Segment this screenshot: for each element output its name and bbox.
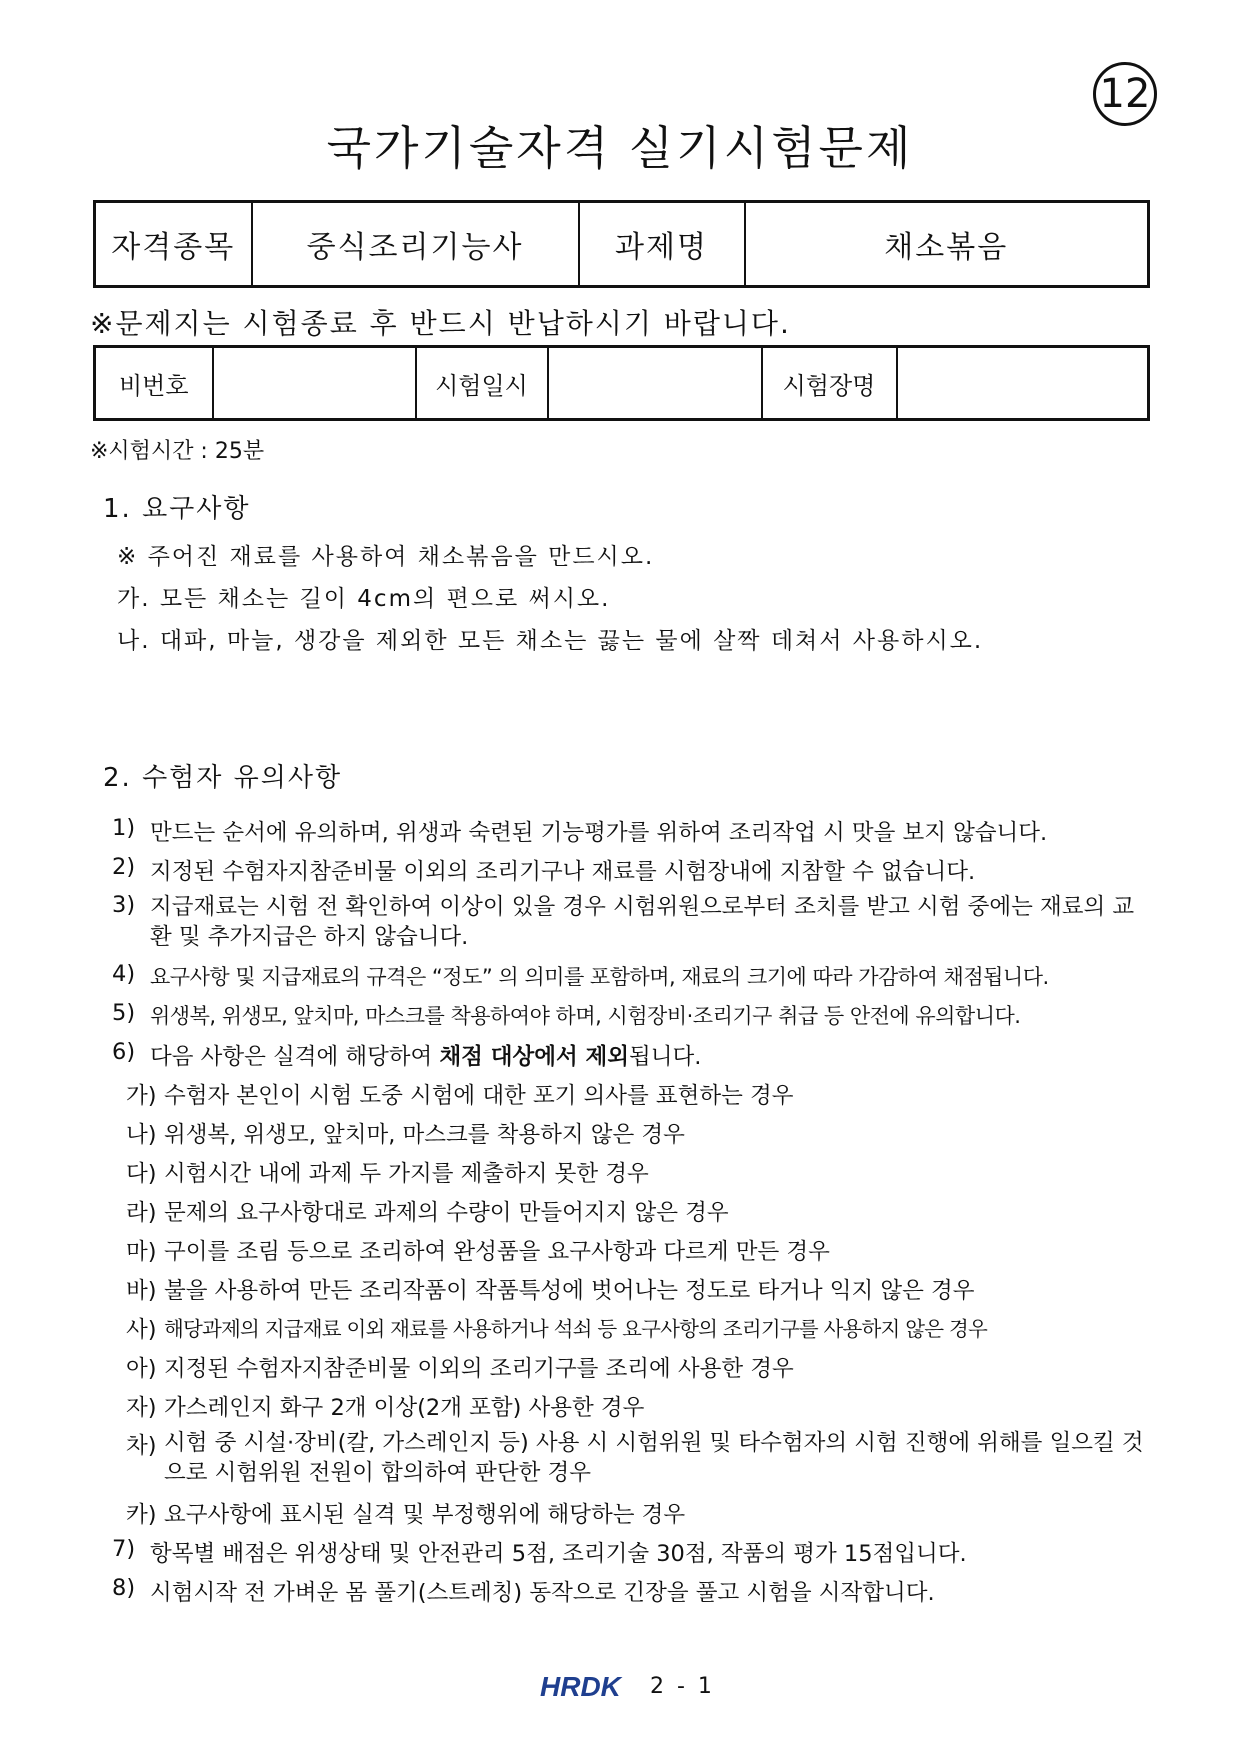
caution-item [112, 1000, 1186, 1030]
item-number: 사) [126, 1317, 157, 1343]
item-number: 다) [126, 1161, 157, 1187]
item-text: 구이를 조림 등으로 조리하여 완성품을 요구사항과 다르게 만든 경우 [164, 1239, 830, 1265]
item-text: 요구사항에 표시된 실격 및 부정행위에 해당하는 경우 [164, 1502, 686, 1528]
item-text-part: 다음 사항은 실격에 해당하여 [150, 1044, 440, 1070]
item-number: 아) [126, 1356, 157, 1382]
caution-item [112, 1536, 1186, 1568]
page-title: 국가기술자격 실기시험문제 [326, 121, 914, 175]
item-number: 카) [126, 1502, 157, 1528]
item-number: 7) [112, 1536, 136, 1562]
item-number: 차) [126, 1433, 157, 1459]
item-text: 지정된 수험자지참준비물 이외의 조리기구나 재료를 시험장내에 지참할 수 없습니다. [150, 859, 976, 885]
disqualification-item [126, 1428, 1144, 1488]
exam-date-label: 시험일시 [416, 347, 548, 420]
item-number: 라) [126, 1200, 157, 1226]
item-text: 요구사항 및 지급재료의 규격은 “정도” 의 의미를 포함하며, 재료의 크기에 따라 가감하여 채점됩니다. [150, 965, 1049, 989]
problem-number-badge: 12 [1093, 62, 1157, 126]
disqualification-item [126, 1156, 1200, 1188]
item-number: 8) [112, 1575, 136, 1601]
caution-item [112, 961, 1186, 991]
item-text: 문제의 요구사항대로 과제의 수량이 만들어지지 않은 경우 [164, 1200, 729, 1226]
return-notice: ※문제지는 시험종료 후 반드시 반납하시기 바랍니다. [90, 307, 791, 340]
item-number: 2) [112, 854, 136, 880]
section2-heading: 2. 수험자 유의사항 [103, 763, 343, 793]
exam-place-label: 시험장명 [762, 347, 897, 420]
item-text: 시험시작 전 가벼운 몸 풀기(스트레칭) 동작으로 긴장을 풀고 시험을 시작합니다. [150, 1580, 935, 1606]
item-number: 바) [126, 1278, 157, 1304]
item-number: 6) [112, 1039, 136, 1065]
exam-date-field[interactable] [548, 347, 762, 420]
hrdk-logo [540, 1672, 636, 1700]
qualification-table [93, 200, 1150, 288]
item-text-part: 됩니다. [628, 1044, 702, 1070]
item-number: 4) [112, 961, 136, 987]
task-label: 과제명 [579, 202, 745, 287]
item-text: 시험시간 내에 과제 두 가지를 제출하지 못한 경우 [164, 1161, 649, 1187]
item-text: 지정된 수험자지참준비물 이외의 조리기구를 조리에 사용한 경우 [164, 1356, 794, 1382]
section1-heading: 1. 요구사항 [103, 494, 251, 524]
item-text: 지급재료는 시험 전 확인하여 이상이 있을 경우 시험위원으로부터 조치를 받고 시험 중에는 재료의 교환 및 추가지급은 하지 않습니다. [150, 894, 1135, 950]
candidate-number-field[interactable] [213, 347, 416, 420]
item-text: 수험자 본인이 시험 도중 시험에 대한 포기 의사를 표현하는 경우 [164, 1083, 794, 1109]
disqualification-item [126, 1312, 1200, 1344]
qualification-label: 자격종목 [95, 202, 252, 287]
item-text: 항목별 배점은 위생상태 및 안전관리 5점, 조리기술 30점, 작품의 평가 15점입니다. [150, 1541, 967, 1567]
caution-item [112, 892, 1150, 952]
requirement-item: ※ 주어진 재료를 사용하여 채소볶음을 만드시오. [117, 544, 655, 570]
item-number: 나) [126, 1122, 157, 1148]
item-number: 5) [112, 1000, 136, 1026]
item-number: 가) [126, 1083, 157, 1109]
disqualification-item [126, 1117, 1200, 1149]
disqualification-item [126, 1195, 1200, 1227]
caution-item [112, 854, 1186, 886]
item-text: 위생복, 위생모, 앞치마, 마스크를 착용하여야 하며, 시험장비·조리기구 취급 등 안전에 유의합니다. [150, 1004, 1021, 1028]
disqualification-item [126, 1273, 1200, 1305]
caution-item [112, 1039, 1186, 1071]
disqualification-item [126, 1078, 1200, 1110]
item-text: 만드는 순서에 유의하며, 위생과 숙련된 기능평가를 위하여 조리작업 시 맛을 보지 않습니다. [150, 820, 1048, 846]
qualification-value: 중식조리기능사 [252, 202, 579, 287]
item-text [150, 1039, 1186, 1071]
logo-text: HRDK [540, 1672, 621, 1700]
task-value: 채소볶음 [745, 202, 1149, 287]
exam-place-field[interactable] [897, 347, 1149, 420]
candidate-number-label: 비번호 [95, 347, 213, 420]
disqualification-item [126, 1351, 1200, 1383]
disqualification-item [126, 1234, 1200, 1266]
page-number: 2 - 1 [650, 1673, 715, 1699]
caution-item [112, 1575, 1186, 1607]
item-number: 마) [126, 1239, 157, 1265]
requirement-item: 가. 모든 채소는 길이 4cm의 편으로 써시오. [117, 586, 611, 612]
caution-item [112, 815, 1186, 847]
requirement-item: 나. 대파, 마늘, 생강을 제외한 모든 채소는 끓는 물에 살짝 데쳐서 사용하시오. [117, 628, 984, 654]
item-number: 3) [112, 892, 136, 918]
item-text-emphasis: 채점 대상에서 제외 [439, 1044, 629, 1070]
disqualification-item [126, 1497, 1200, 1529]
item-number: 1) [112, 815, 136, 841]
item-text: 시험 중 시설·장비(칼, 가스레인지 등) 사용 시 시험위원 및 타수험자의 시험 진행에 위해를 일으킬 것으로 시험위원 전원이 합의하여 판단한 경우 [164, 1430, 1144, 1486]
exam-info-table [93, 345, 1150, 421]
item-text: 불을 사용하여 만든 조리작품이 작품특성에 벗어나는 정도로 타거나 익지 않은 경우 [164, 1278, 975, 1304]
item-text: 위생복, 위생모, 앞치마, 마스크를 착용하지 않은 경우 [164, 1122, 685, 1148]
item-number: 자) [126, 1395, 157, 1421]
disqualification-item [126, 1390, 1200, 1422]
page-footer [540, 1672, 715, 1700]
item-text: 가스레인지 화구 2개 이상(2개 포함) 사용한 경우 [164, 1395, 645, 1421]
item-text: 해당과제의 지급재료 이외 재료를 사용하거나 석쇠 등 요구사항의 조리기구를 사용하지 않은 경우 [164, 1317, 987, 1341]
exam-time: ※시험시간 : 25분 [90, 439, 265, 464]
